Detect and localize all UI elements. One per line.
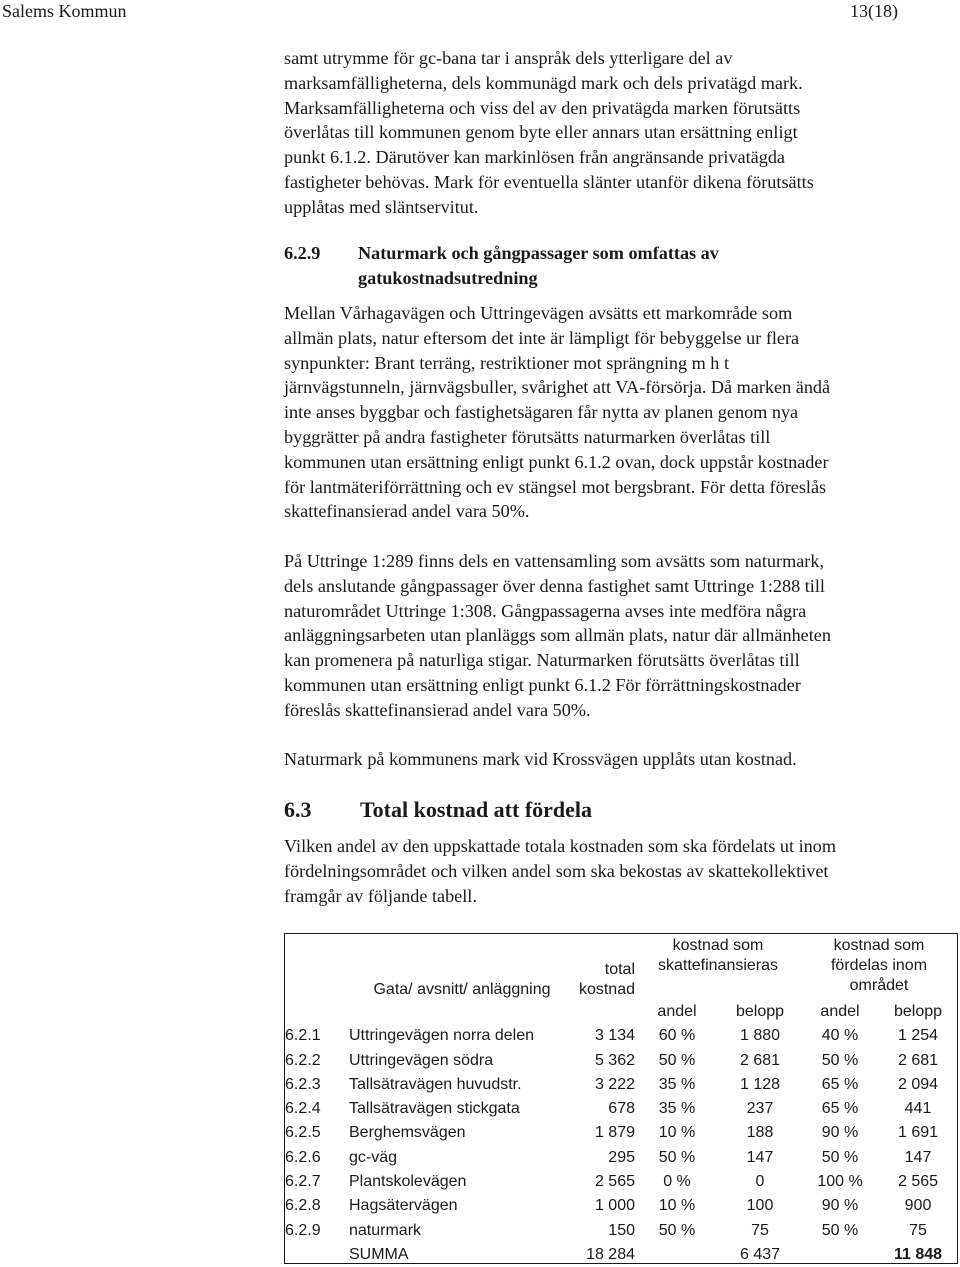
text-line: På Uttringe 1:289 finns dels en vattensamling som avsätts som naturmark, [284,551,824,571]
table-row [285,1219,957,1243]
row-id: 6.2.3 [285,1075,321,1093]
row-id: 6.2.5 [285,1124,321,1142]
row-name: Uttringevägen södra [349,1051,494,1069]
text-line: dels anslutande gångpassager över denna fastighet samt Uttringe 1:288 till [284,575,825,596]
row-id: 6.2.6 [285,1148,321,1166]
sum-f-belopp: 11 848 [893,1245,943,1263]
table-row [285,1170,957,1194]
row-id: 6.2.4 [285,1100,321,1118]
text-line: Mellan Vårhagavägen och Uttringevägen avsätts ett markområde som [284,303,793,323]
text-line: Vilken andel av den uppskattade totala kostnaden som ska fördelats ut inom [284,836,836,856]
page-number: 13(18) [850,1,898,21]
row-s-belopp: 75 [751,1221,769,1239]
text-line: fastigheter behövas. Mark för eventuella slänter utanför dikena förutsätts [284,171,814,192]
text-line: järnvägstunneln, järnvägsbuller, svårighet att VA-försörja. Då marken ändå [284,377,831,398]
intro-paragraph [284,46,948,220]
row-total: 3 134 [594,1027,635,1045]
row-name: Uttringevägen norra delen [349,1027,535,1045]
row-id: 6.2.2 [285,1051,321,1069]
title-line: gatukostnadsutredning [358,267,538,288]
text-line: anläggningsarbeten utan planläggs som allmän plats, natur där allmänheten [284,625,831,646]
row-f-andel: 65 % [821,1100,859,1118]
krossvagen-paragraph: Naturmark på kommunens mark vid Krossvägen upplåts utan kostnad. [284,749,797,769]
header-org-name: Salems Kommun [2,1,127,21]
header-ford-l3: området [849,977,909,994]
text-line: upplåtas med släntservitut. [284,196,479,217]
table-header-row [285,934,957,1000]
naturmark-paragraph [284,301,948,524]
row-f-belopp: 1 691 [897,1124,939,1142]
header-total-l2: kostnad [578,981,635,998]
row-f-belopp: 147 [904,1148,932,1166]
row-id: 6.2.1 [285,1027,321,1045]
row-name: gc-väg [349,1148,398,1166]
row-total: 678 [608,1100,635,1118]
text-line: kommunen utan ersättning enligt punkt 6.1.2 ovan, dock uppstår kostnader [284,451,829,472]
row-f-belopp: 441 [904,1100,932,1118]
sum-empty-cell [635,1243,719,1267]
header-total-l1: total [604,961,635,978]
row-s-andel: 50 % [658,1148,696,1166]
row-s-belopp: 100 [746,1197,774,1215]
header-f-belopp: belopp [893,1003,943,1020]
row-s-belopp: 188 [746,1124,774,1142]
row-f-andel: 65 % [821,1075,859,1093]
text-line: inte anses byggbar och fastighetsägaren får nytta av planen genom nya [284,402,799,423]
sum-s-belopp: 6 437 [739,1245,781,1263]
cost-table [284,933,958,1264]
row-total: 150 [608,1221,635,1239]
row-s-belopp: 237 [746,1100,774,1118]
row-name: Hagsätervägen [349,1197,458,1215]
sum-empty-cell [801,1243,879,1267]
header-s-belopp: belopp [735,1003,785,1020]
title-line: Naturmark och gångpassager som omfattas av [358,243,719,263]
row-f-andel: 40 % [821,1027,859,1045]
text-line: kan promenera på naturliga stigar. Naturmarken förutsätts överlåtas till [284,650,800,671]
row-total: 2 565 [594,1173,635,1191]
header-skatt [635,934,801,1000]
row-name: naturmark [349,1221,422,1239]
header-empty-cell [285,934,349,1024]
header-street: Gata/ avsnitt/ anläggning [373,981,551,998]
row-f-andel: 90 % [821,1197,859,1215]
sum-total: 18 284 [586,1245,635,1263]
table-row [285,1146,957,1170]
row-f-belopp: 2 565 [897,1173,939,1191]
text-line: Marksamfälligheterna och viss del av den privatägda marken förutsätts [284,97,801,118]
row-s-andel: 0 % [663,1173,691,1191]
row-s-andel: 50 % [658,1221,696,1239]
row-name: Berghemsvägen [349,1124,466,1142]
text-line: för lantmäteriförrättning och ev stängsel mot bergsbrant. För detta föreslås [284,476,827,497]
row-total: 1 000 [594,1197,635,1215]
sum-label: SUMMA [349,1245,409,1263]
text-line: skattefinansierad andel vara 50%. [284,501,530,522]
uttringe-paragraph [284,549,948,723]
text-line: föreslås skattefinansierad andel vara 50%. [284,699,591,720]
header-empty-cell [575,1000,635,1024]
row-f-belopp: 2 094 [897,1075,939,1093]
header-total [575,934,635,1000]
table-row [285,1194,957,1218]
table-row [285,1121,957,1145]
text-line: kommunen utan ersättning enligt punkt 6.1.2 För förrättningskostnader [284,674,801,695]
text-line: samt utrymme för gc-bana tar i anspråk dels ytterligare del av [284,48,733,68]
row-f-andel: 50 % [821,1148,859,1166]
text-line: fördelningsområdet och vilken andel som ska bekostas av skattekollektivet [284,860,829,881]
table-sum-row [285,1243,957,1267]
row-s-belopp: 1 128 [739,1075,781,1093]
row-s-andel: 10 % [658,1197,696,1215]
text-line: allmän plats, natur eftersom det inte är lämpligt för bebyggelse ur flera [284,327,800,348]
table-row [285,1049,957,1073]
header-ford [801,934,957,1000]
row-total: 1 879 [594,1124,635,1142]
row-total: 3 222 [594,1075,635,1093]
row-total: 5 362 [594,1051,635,1069]
text-line: överlåtas till kommunen genom byte eller annars utan ersättning enligt [284,122,798,143]
section-number: 6.3 [284,797,312,822]
row-s-belopp: 147 [746,1148,774,1166]
row-s-andel: 60 % [658,1027,696,1045]
row-f-belopp: 2 681 [897,1051,939,1069]
row-f-belopp: 900 [904,1197,932,1215]
row-s-andel: 10 % [658,1124,696,1142]
row-total: 295 [608,1148,635,1166]
sum-empty-cell [285,1243,349,1267]
header-s-andel: andel [657,1003,697,1020]
row-id: 6.2.7 [285,1173,321,1191]
row-f-belopp: 1 254 [897,1027,939,1045]
table-row [285,1073,957,1097]
row-f-andel: 90 % [821,1124,859,1142]
row-id: 6.2.8 [285,1197,321,1215]
row-s-andel: 35 % [658,1075,696,1093]
header-skatt-l2: skattefinansieras [657,957,779,974]
table-row [285,1097,957,1121]
header-ford-l2: fördelas inom [830,957,928,974]
row-name: Tallsätravägen stickgata [349,1100,520,1118]
row-id: 6.2.9 [285,1221,321,1239]
row-s-belopp: 1 880 [739,1027,781,1045]
header-ford-l1: kostnad som [833,937,925,954]
section-title [358,241,918,291]
header-skatt-l1: kostnad som [672,937,764,954]
total-cost-paragraph [284,834,948,908]
text-line: punkt 6.1.2. Därutöver kan markinlösen från angränsande privatägda [284,147,785,168]
row-s-andel: 35 % [658,1100,696,1118]
row-f-andel: 50 % [821,1051,859,1069]
section-number: 6.2.9 [284,243,321,263]
text-line: synpunkter: Brant terräng, restriktioner mot sprängning m h t [284,352,729,373]
text-line: naturområdet Uttringe 1:308. Gångpassagerna avses inte medföra några [284,600,807,621]
row-s-andel: 50 % [658,1051,696,1069]
row-name: Tallsätravägen huvudstr. [349,1075,522,1093]
row-f-andel: 100 % [817,1173,863,1191]
row-s-belopp: 0 [755,1173,765,1191]
text-line: marksamfälligheterna, dels kommunägd mark och dels privatägd mark. [284,72,803,93]
row-s-belopp: 2 681 [739,1051,781,1069]
table-row [285,1024,957,1048]
text-line: byggrätter på andra fastigheter förutsätts naturmarken överlåtas till [284,426,771,447]
row-f-andel: 50 % [821,1221,859,1239]
text-line: framgår av följande tabell. [284,885,477,906]
row-f-belopp: 75 [909,1221,927,1239]
section-title: Total kostnad att fördela [360,797,593,822]
row-name: Plantskolevägen [349,1173,467,1191]
header-f-andel: andel [820,1003,860,1020]
